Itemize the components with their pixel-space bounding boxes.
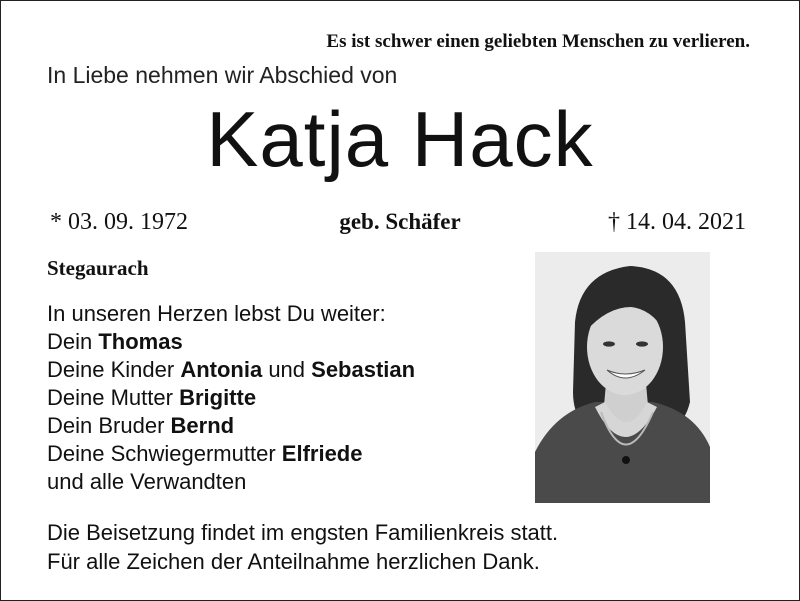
relation-label: Deine Mutter (47, 385, 180, 410)
intro-line: In Liebe nehmen wir Abschied von (47, 62, 398, 88)
relation-label: Dein (47, 329, 99, 354)
mourner-line (47, 356, 415, 384)
mourner-name: Sebastian (311, 357, 416, 382)
birth-date: * 03. 09. 1972 (50, 209, 188, 235)
residence-place: Stegaurach (47, 256, 149, 280)
closing-text (47, 518, 558, 576)
mourners-heading: In unseren Herzen lebst Du weiter: (47, 301, 386, 326)
portrait-photo (535, 252, 710, 503)
mourner-line (47, 384, 415, 412)
portrait-illustration (535, 252, 710, 503)
mourner-name: Antonia (180, 357, 263, 382)
mourner-name: Bernd (170, 413, 235, 438)
mourner-name: Elfriede (281, 441, 363, 466)
mourners-closing-line: und alle Verwandten (47, 469, 247, 494)
burial-note: Die Beisetzung findet im engsten Familienkreis statt. (47, 520, 559, 545)
mourners-list (47, 300, 415, 496)
deceased-name: Katja Hack (206, 95, 594, 183)
thanks-note: Für alle Zeichen der Anteilnahme herzlichen Dank. (47, 549, 540, 574)
relation-label: Dein Bruder (47, 413, 171, 438)
relation-label: Deine Kinder (47, 357, 181, 382)
death-date: † 14. 04. 2021 (608, 209, 746, 235)
motto: Es ist schwer einen geliebten Menschen zu verlieren. (326, 31, 750, 52)
mourner-name: Brigitte (179, 385, 257, 410)
mourner-line (47, 440, 415, 468)
conjunction: und (262, 357, 312, 382)
maiden-name: geb. Schäfer (339, 209, 461, 234)
mourner-line (47, 412, 415, 440)
relation-label: Deine Schwiegermutter (47, 441, 282, 466)
mourner-name: Thomas (98, 329, 183, 354)
mourner-line (47, 328, 415, 356)
